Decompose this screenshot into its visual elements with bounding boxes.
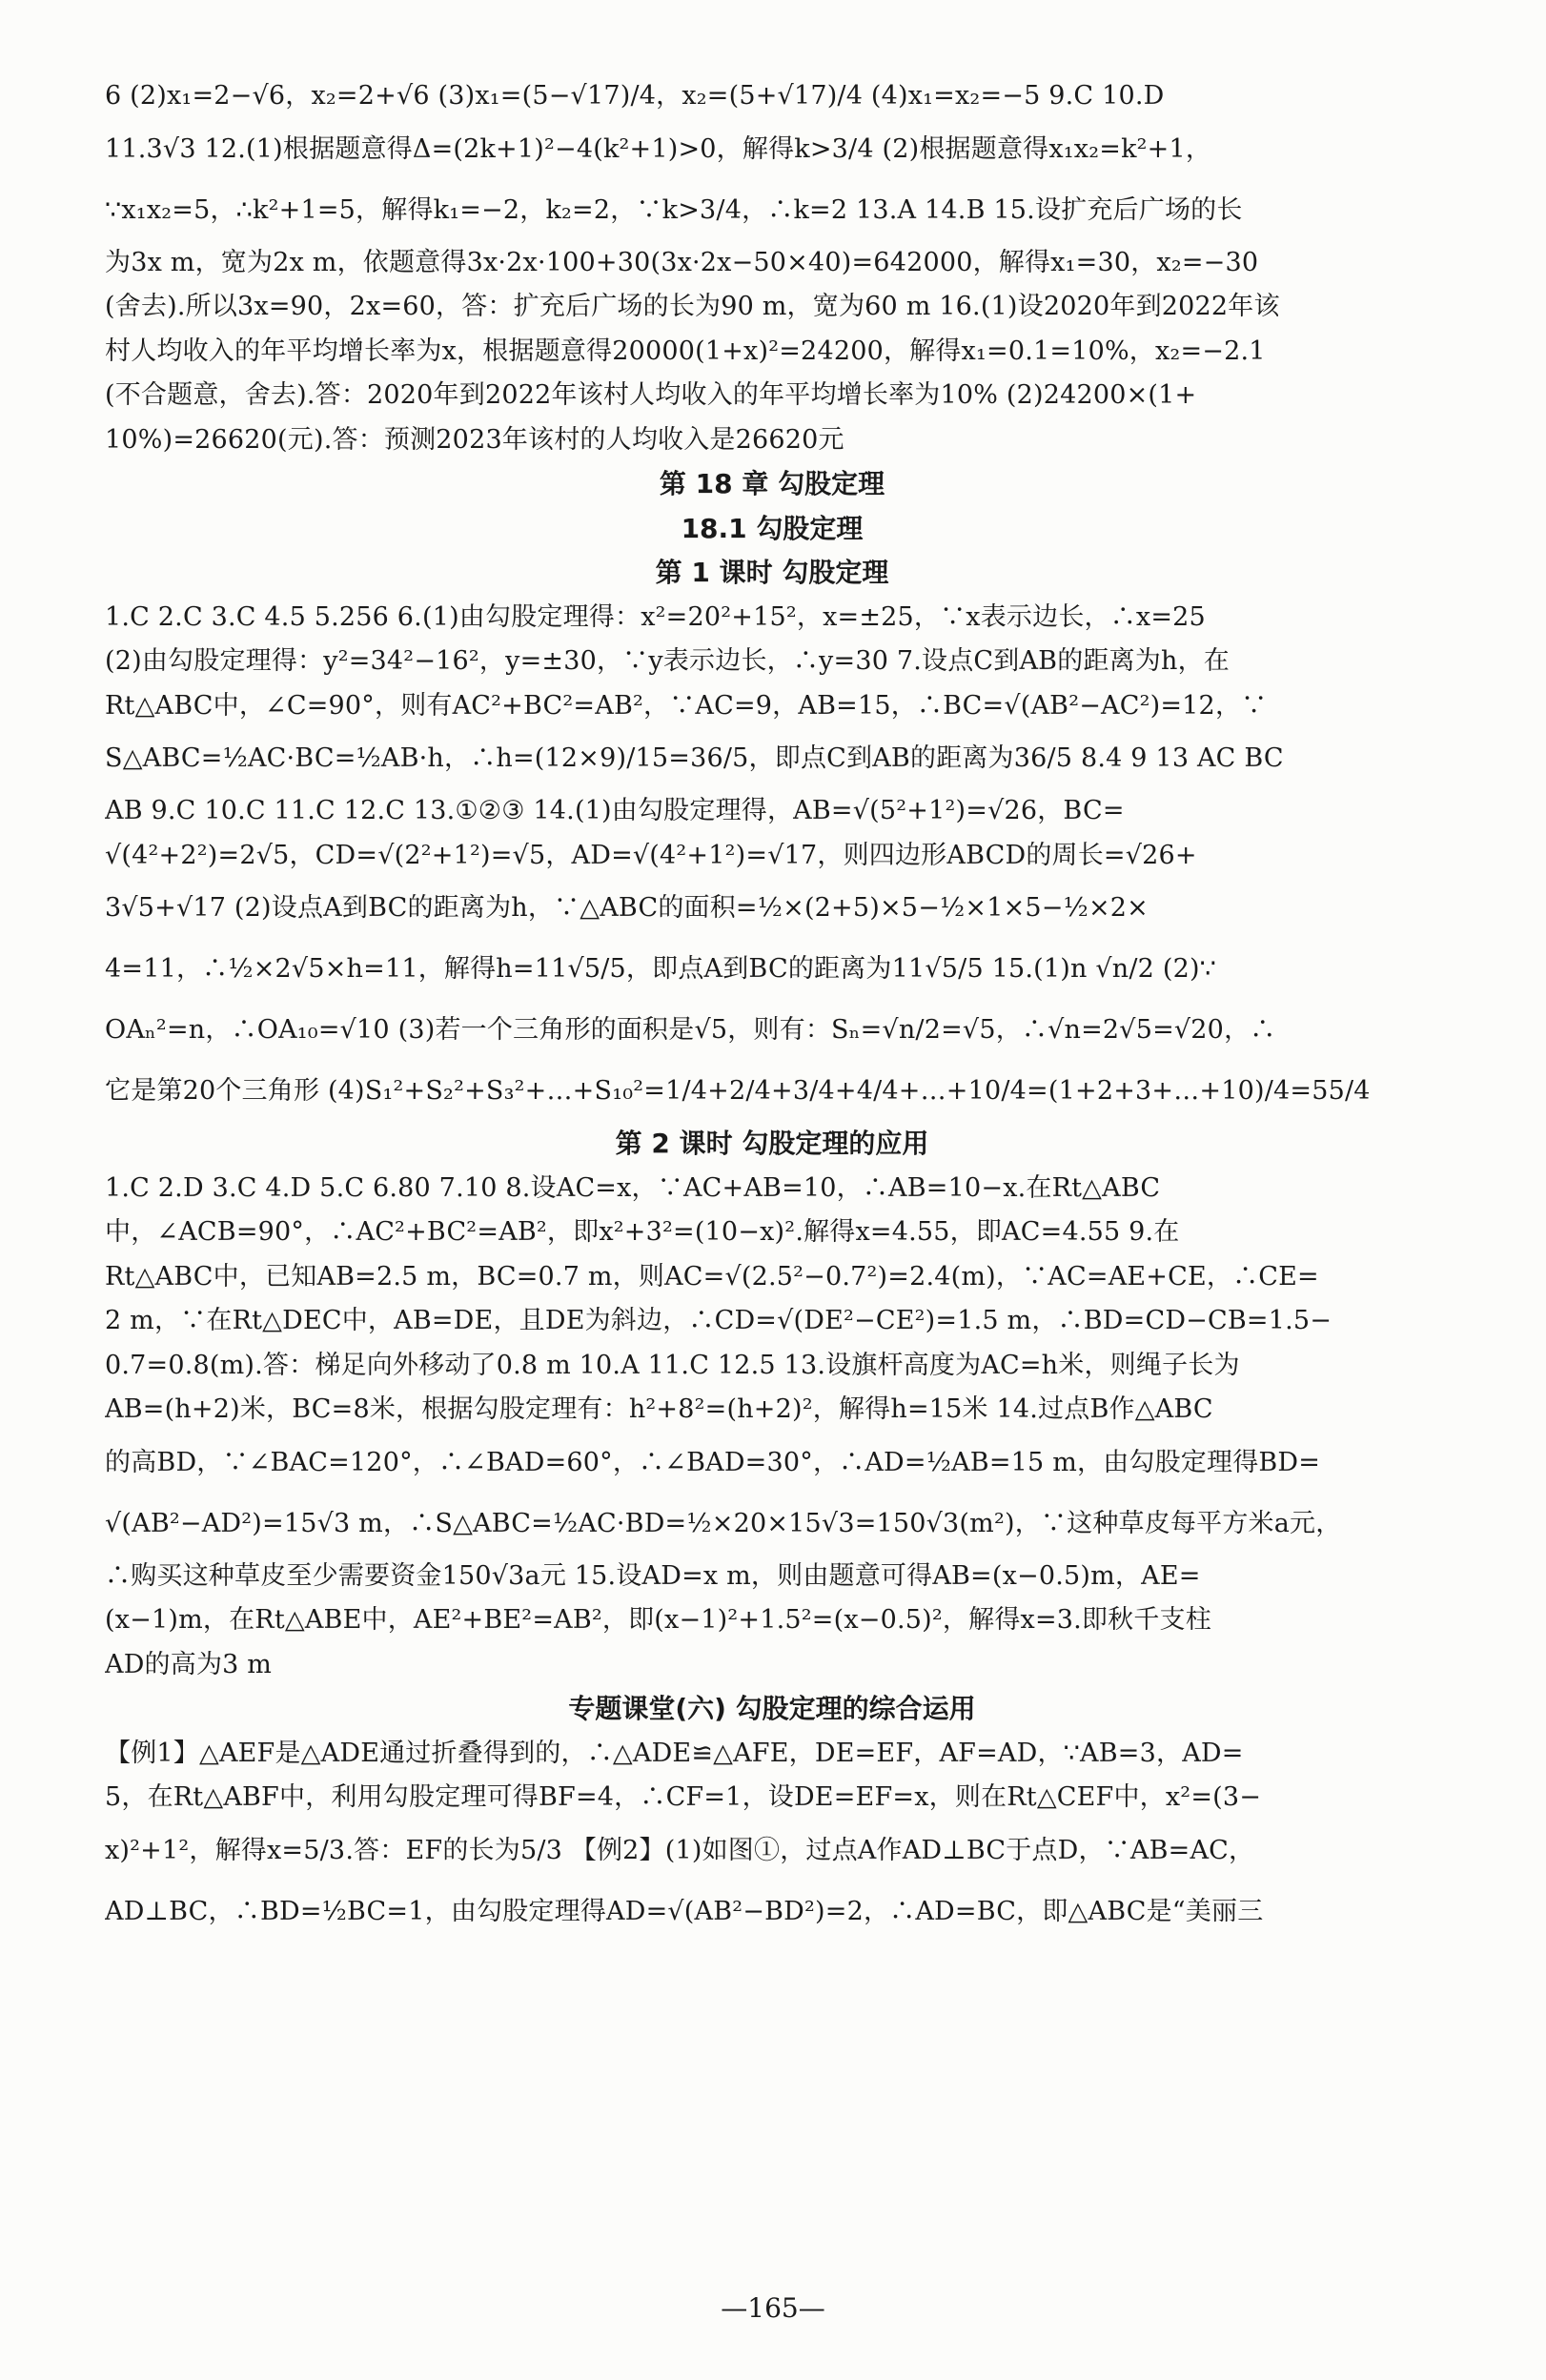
text-line: 6 (2)x₁=2−√6，x₂=2+√6 (3)x₁=(5−√17)/4，x₂=(5+√17)/4 (4)x₁=x₂=−5 9.C 10.D	[105, 81, 1165, 111]
text-line: 1.C 2.D 3.C 4.D 5.C 6.80 7.10 8.设AC=x，∵AC+AB=10，∴AB=10−x.在Rt△ABC	[105, 1172, 1161, 1203]
text-line: S△ABC=½AC·BC=½AB·h，∴h=(12×9)/15=36/5，即点C到AB的距离为36/5 8.4 9 13 AC BC	[105, 743, 1284, 773]
text-line: 3√5+√17 (2)设点A到BC的距离为h，∵△ABC的面积=½×(2+5)×5−½×1×5−½×2×	[105, 893, 1149, 923]
text-line: AD的高为3 m	[105, 1649, 273, 1679]
text-line: x)²+1²，解得x=5/3.答：EF的长为5/3 【例2】(1)如图①，过点A作AD⊥BC于点D，∵AB=AC，	[105, 1835, 1255, 1865]
text-line: AD⊥BC，∴BD=½BC=1，由勾股定理得AD=√(AB²−BD²)=2，∴AD=BC，即△ABC是“美丽三	[105, 1896, 1264, 1926]
text-line: ∴购买这种草皮至少需要资金150√3a元 15.设AD=x m，则由题意可得AB=(x−0.5)m，AE=	[105, 1560, 1201, 1591]
text-line: 0.7=0.8(m).答：梯足向外移动了0.8 m 10.A 11.C 12.5 13.设旗杆高度为AC=h米，则绳子长为	[105, 1350, 1240, 1380]
text-line: 10%)=26620(元).答：预测2023年该村的人均收入是26620元	[105, 424, 844, 455]
chapter-heading: 第 18 章 勾股定理	[659, 468, 885, 499]
text-line: ∵x₁x₂=5，∴k²+1=5，解得k₁=−2，k₂=2，∵k>3/4，∴k=2 13.A 14.B 15.设扩充后广场的长	[105, 194, 1243, 225]
lesson-2-heading: 第 2 课时 勾股定理的应用	[615, 1128, 929, 1159]
lesson-1-heading: 第 1 课时 勾股定理	[655, 557, 889, 588]
text-line: 【例1】△AEF是△ADE通过折叠得到的，∴△ADE≌△AFE，DE=EF，AF=AD，∵AB=3，AD=	[105, 1738, 1244, 1768]
page-number: —165—	[721, 2292, 825, 2324]
text-line: 4=11，∴½×2√5×h=11，解得h=11√5/5，即点A到BC的距离为11√5/5 15.(1)n √n/2 (2)∵	[105, 954, 1217, 984]
text-line: OAₙ²=n，∴OA₁₀=√10 (3)若一个三角形的面积是√5，则有：Sₙ=√n/2=√5，∴√n=2√5=√20，∴	[105, 1015, 1276, 1045]
text-line: √(4²+2²)=2√5，CD=√(2²+1²)=√5，AD=√(4²+1²)=√17，则四边形ABCD的周长=√26+	[105, 840, 1197, 870]
topic-heading: 专题课堂(六) 勾股定理的综合运用	[568, 1693, 976, 1724]
text-line: (舍去).所以3x=90，2x=60，答：扩充后广场的长为90 m，宽为60 m 16.(1)设2020年到2022年该	[105, 292, 1280, 321]
text-line: (不合题意，舍去).答：2020年到2022年该村人均收入的年平均增长率为10% (2)24200×(1+	[105, 380, 1197, 410]
text-line: √(AB²−AD²)=15√3 m，∴S△ABC=½AC·BD=½×20×15√3=150√3(m²)，∵这种草皮每平方米a元，	[105, 1508, 1342, 1538]
text-line: 1.C 2.C 3.C 4.5 5.256 6.(1)由勾股定理得：x²=20²+15²，x=±25，∵x表示边长，∴x=25	[105, 601, 1206, 632]
text-line: 11.3√3 12.(1)根据题意得Δ=(2k+1)²−4(k²+1)>0，解得k>3/4 (2)根据题意得x₁x₂=k²+1，	[105, 133, 1212, 164]
text-line: 它是第20个三角形 (4)S₁²+S₂²+S₃²+…+S₁₀²=1/4+2/4+3/4+4/4+…+10/4=(1+2+3+…+10)/4=55/4	[105, 1076, 1371, 1106]
text-line: 中，∠ACB=90°，∴AC²+BC²=AB²，即x²+3²=(10−x)².解得x=4.55，即AC=4.55 9.在	[105, 1217, 1180, 1247]
answer-text	[105, 74, 1439, 1943]
text-line: 的高BD，∵∠BAC=120°，∴∠BAD=60°，∴∠BAD=30°，∴AD=½AB=15 m，由勾股定理得BD=	[105, 1447, 1321, 1477]
text-line: 为3x m，宽为2x m，依题意得3x·2x·100+30(3x·2x−50×40)=642000，解得x₁=30，x₂=−30	[105, 247, 1259, 277]
text-line: (2)由勾股定理得：y²=34²−16²，y=±30，∵y表示边长，∴y=30 7.设点C到AB的距离为h，在	[105, 646, 1231, 676]
text-line: AB 9.C 10.C 11.C 12.C 13.①②③ 14.(1)由勾股定理得，AB=√(5²+1²)=√26，BC=	[105, 796, 1125, 825]
text-line: 2 m，∵在Rt△DEC中，AB=DE，且DE为斜边，∴CD=√(DE²−CE²)=1.5 m，∴BD=CD−CB=1.5−	[105, 1306, 1332, 1335]
text-line: AB=(h+2)米，BC=8米，根据勾股定理有：h²+8²=(h+2)²，解得h=15米 14.过点B作△ABC	[105, 1394, 1213, 1424]
text-line: (x−1)m，在Rt△ABE中，AE²+BE²=AB²，即(x−1)²+1.5²=(x−0.5)²，解得x=3.即秋千支柱	[105, 1605, 1211, 1635]
text-line: Rt△ABC中，∠C=90°，则有AC²+BC²=AB²，∵AC=9，AB=15，∴BC=√(AB²−AC²)=12，∵	[105, 690, 1268, 721]
text-line: Rt△ABC中，已知AB=2.5 m，BC=0.7 m，则AC=√(2.5²−0.7²)=2.4(m)，∵AC=AE+CE，∴CE=	[105, 1261, 1319, 1292]
text-line: 村人均收入的年平均增长率为x，根据题意得20000(1+x)²=24200，解得x₁=0.1=10%，x₂=−2.1	[105, 336, 1266, 366]
section-heading: 18.1 勾股定理	[681, 512, 864, 544]
text-line: 5，在Rt△ABF中，利用勾股定理可得BF=4，∴CF=1，设DE=EF=x，则在Rt△CEF中，x²=(3−	[105, 1782, 1262, 1812]
